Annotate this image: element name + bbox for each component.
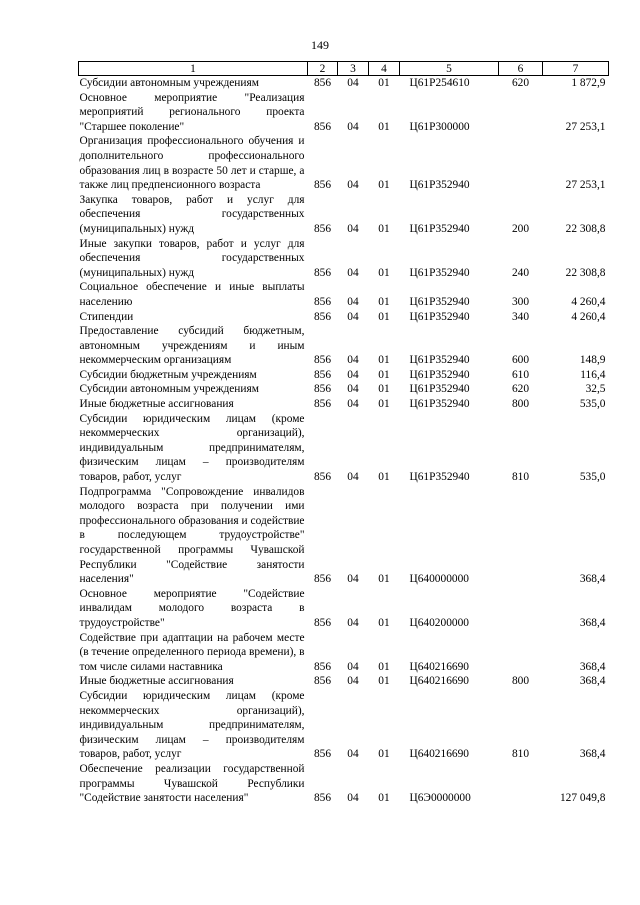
- row-expense-type: 800: [511, 675, 530, 688]
- row-expense-type: 620: [511, 383, 530, 396]
- row-amount: 22 308,8: [565, 222, 606, 235]
- row-section-code: 04: [347, 660, 359, 673]
- row-subsection-code: 01: [378, 120, 390, 133]
- row-target-article: Ц61Р352940: [409, 471, 470, 484]
- row-expense-type: 610: [511, 368, 530, 381]
- row-subsection-code: 01: [378, 383, 390, 396]
- row-section-code: 04: [347, 471, 359, 484]
- table-row: [79, 674, 609, 689]
- table-row: [79, 324, 609, 368]
- row-expense-type: 810: [511, 748, 530, 761]
- row-ministry-code: 856: [313, 295, 332, 308]
- row-subsection-code: 01: [378, 573, 390, 586]
- row-section-code: 04: [347, 398, 359, 411]
- row-target-article: Ц61Р352940: [409, 295, 470, 308]
- row-target-article: Ц640216690: [409, 748, 469, 761]
- row-target-article: Ц61Р352940: [409, 354, 470, 367]
- table-row: [79, 280, 609, 309]
- row-ministry-code: 856: [313, 120, 332, 133]
- row-amount: 127 049,8: [559, 792, 606, 805]
- header-col-5: 5: [400, 62, 499, 76]
- row-amount: 116,4: [580, 368, 606, 381]
- row-amount: 535,0: [579, 471, 606, 484]
- table-row: [79, 310, 609, 325]
- row-section-code: 04: [347, 368, 359, 381]
- row-ministry-code: 856: [313, 354, 332, 367]
- table-row: [79, 762, 609, 806]
- row-target-article: Ц61Р352940: [409, 383, 470, 396]
- row-name: Подпрограмма "Сопровождение инвалидов молодого возраста при получении ими профессионального образования и содействие в последующем трудоустройстве" государственной программы Чувашской Республики "Содействие занятости населения": [79, 485, 305, 586]
- row-amount: 368,4: [579, 748, 606, 761]
- budget-table: [78, 61, 609, 806]
- row-subsection-code: 01: [378, 616, 390, 629]
- row-name: Социальное обеспечение и иные выплаты населению: [79, 281, 305, 308]
- row-section-code: 04: [347, 120, 359, 133]
- row-section-code: 04: [347, 295, 359, 308]
- row-name: Субсидии юридическим лицам (кроме некоммерческих организаций), индивидуальным предпринимателям, физическим лицам – производителям товаров, работ, услуг: [79, 412, 305, 484]
- row-expense-type: [499, 485, 543, 587]
- row-expense-type: 240: [511, 266, 530, 279]
- header-col-2: 2: [308, 62, 338, 76]
- header-col-1: 1: [79, 62, 308, 76]
- table-row: [79, 368, 609, 383]
- row-subsection-code: 01: [378, 222, 390, 235]
- table-row: [79, 587, 609, 631]
- row-target-article: Ц640216690: [409, 660, 469, 673]
- row-ministry-code: 856: [313, 179, 332, 192]
- row-section-code: 04: [347, 616, 359, 629]
- table-row: [79, 689, 609, 762]
- row-ministry-code: 856: [313, 310, 332, 323]
- row-section-code: 04: [347, 222, 359, 235]
- row-amount: 4 260,4: [571, 295, 606, 308]
- row-ministry-code: 856: [313, 792, 332, 805]
- table-row: [79, 382, 609, 397]
- row-target-article: Ц61Р300000: [409, 120, 470, 133]
- row-subsection-code: 01: [378, 354, 390, 367]
- row-amount: 368,4: [579, 675, 606, 688]
- row-name: Иные бюджетные ассигнования: [79, 675, 234, 688]
- row-amount: 368,4: [579, 573, 606, 586]
- row-expense-type: [499, 134, 543, 192]
- row-subsection-code: 01: [378, 77, 390, 89]
- row-target-article: Ц640200000: [409, 616, 469, 629]
- row-amount: 1 872,9: [571, 77, 606, 89]
- header-col-4: 4: [369, 62, 400, 76]
- row-target-article: Ц61Р352940: [409, 398, 470, 411]
- row-section-code: 04: [347, 573, 359, 586]
- table-row: [79, 412, 609, 485]
- row-ministry-code: 856: [313, 222, 332, 235]
- row-ministry-code: 856: [313, 748, 332, 761]
- row-ministry-code: 856: [313, 573, 332, 586]
- row-ministry-code: 856: [313, 383, 332, 396]
- row-expense-type: 600: [511, 354, 530, 367]
- row-subsection-code: 01: [378, 295, 390, 308]
- row-ministry-code: 856: [313, 398, 332, 411]
- row-name: Основное мероприятие "Содействие инвалидам молодого возраста в трудоустройстве": [79, 587, 305, 629]
- row-expense-type: [499, 631, 543, 675]
- row-section-code: 04: [347, 354, 359, 367]
- row-subsection-code: 01: [378, 398, 390, 411]
- row-expense-type: 340: [511, 310, 530, 323]
- row-ministry-code: 856: [313, 471, 332, 484]
- row-section-code: 04: [347, 77, 359, 89]
- table-row: [79, 134, 609, 192]
- row-subsection-code: 01: [378, 266, 390, 279]
- page-number: 149: [311, 38, 329, 52]
- row-amount: 27 253,1: [565, 120, 606, 133]
- row-target-article: Ц640216690: [409, 675, 469, 688]
- row-name: Субсидии автономным учреждениям: [79, 383, 259, 396]
- table-row: [79, 237, 609, 281]
- row-subsection-code: 01: [378, 675, 390, 688]
- header-col-7: 7: [543, 62, 609, 76]
- row-amount: 535,0: [579, 398, 606, 411]
- row-subsection-code: 01: [378, 368, 390, 381]
- row-ministry-code: 856: [313, 368, 332, 381]
- table-row: [79, 193, 609, 237]
- row-name: Обеспечение реализации государственной программы Чувашской Республики "Содействие занятости населения": [79, 762, 305, 805]
- header-col-3: 3: [338, 62, 369, 76]
- header-col-6: 6: [499, 62, 543, 76]
- row-subsection-code: 01: [378, 471, 390, 484]
- row-target-article: Ц61Р254610: [409, 77, 470, 89]
- row-name: Организация профессионального обучения и дополнительного профессионального образования лиц в возрасте 50 лет и старше, а также лиц предпенсионного возраста: [79, 135, 305, 192]
- row-target-article: Ц61Р352940: [409, 222, 470, 235]
- row-amount: 32,5: [585, 383, 606, 396]
- row-expense-type: 620: [511, 77, 530, 89]
- row-ministry-code: 856: [313, 266, 332, 279]
- row-name: Субсидии юридическим лицам (кроме некоммерческих организаций), индивидуальным предпринимателям, физическим лицам – производителям товаров, работ, услуг: [79, 689, 305, 761]
- table-row: [79, 76, 609, 91]
- row-name: Содействие при адаптации на рабочем месте (в течение определенного периода времени), в том числе силами наставника: [79, 631, 305, 673]
- row-subsection-code: 01: [378, 660, 390, 673]
- row-name: Субсидии бюджетным учреждениям: [79, 368, 257, 381]
- row-expense-type: 200: [511, 222, 530, 235]
- table-row: [79, 485, 609, 587]
- row-amount: 4 260,4: [571, 310, 606, 323]
- row-subsection-code: 01: [378, 748, 390, 761]
- row-section-code: 04: [347, 383, 359, 396]
- row-name: Субсидии автономным учреждениям: [79, 77, 259, 89]
- row-subsection-code: 01: [378, 792, 390, 805]
- row-amount: 22 308,8: [565, 266, 606, 279]
- row-section-code: 04: [347, 675, 359, 688]
- row-expense-type: [499, 587, 543, 631]
- row-section-code: 04: [347, 792, 359, 805]
- row-target-article: Ц6Э0000000: [409, 792, 471, 805]
- row-section-code: 04: [347, 266, 359, 279]
- row-ministry-code: 856: [313, 675, 332, 688]
- row-target-article: Ц640000000: [409, 573, 469, 586]
- row-expense-type: [499, 91, 543, 135]
- row-amount: 148,9: [579, 354, 606, 367]
- row-subsection-code: 01: [378, 310, 390, 323]
- row-section-code: 04: [347, 179, 359, 192]
- row-section-code: 04: [347, 310, 359, 323]
- row-name: Предоставление субсидий бюджетным, автономным учреждениям и иным некоммерческим организациям: [79, 325, 305, 367]
- row-ministry-code: 856: [313, 660, 332, 673]
- table-row: [79, 91, 609, 135]
- row-expense-type: 300: [511, 295, 530, 308]
- row-ministry-code: 856: [313, 77, 332, 89]
- row-name: Закупка товаров, работ и услуг для обеспечения государственных (муниципальных) нужд: [79, 193, 305, 235]
- row-amount: 368,4: [579, 660, 606, 673]
- row-target-article: Ц61Р352940: [409, 266, 470, 279]
- row-name: Стипендии: [79, 310, 134, 323]
- header-row: [79, 62, 609, 76]
- row-target-article: Ц61Р352940: [409, 179, 470, 192]
- row-name: Иные закупки товаров, работ и услуг для обеспечения государственных (муниципальных) нужд: [79, 237, 305, 279]
- table-row: [79, 397, 609, 412]
- row-ministry-code: 856: [313, 616, 332, 629]
- row-target-article: Ц61Р352940: [409, 310, 470, 323]
- row-amount: 368,4: [579, 616, 606, 629]
- row-name: Основное мероприятие "Реализация мероприятий регионального проекта "Старшее поколение": [79, 91, 305, 133]
- row-expense-type: [499, 762, 543, 806]
- row-expense-type: 810: [511, 471, 530, 484]
- table-row: [79, 631, 609, 675]
- row-target-article: Ц61Р352940: [409, 368, 470, 381]
- row-subsection-code: 01: [378, 179, 390, 192]
- row-expense-type: 800: [511, 398, 530, 411]
- row-name: Иные бюджетные ассигнования: [79, 398, 234, 411]
- row-amount: 27 253,1: [565, 179, 606, 192]
- row-section-code: 04: [347, 748, 359, 761]
